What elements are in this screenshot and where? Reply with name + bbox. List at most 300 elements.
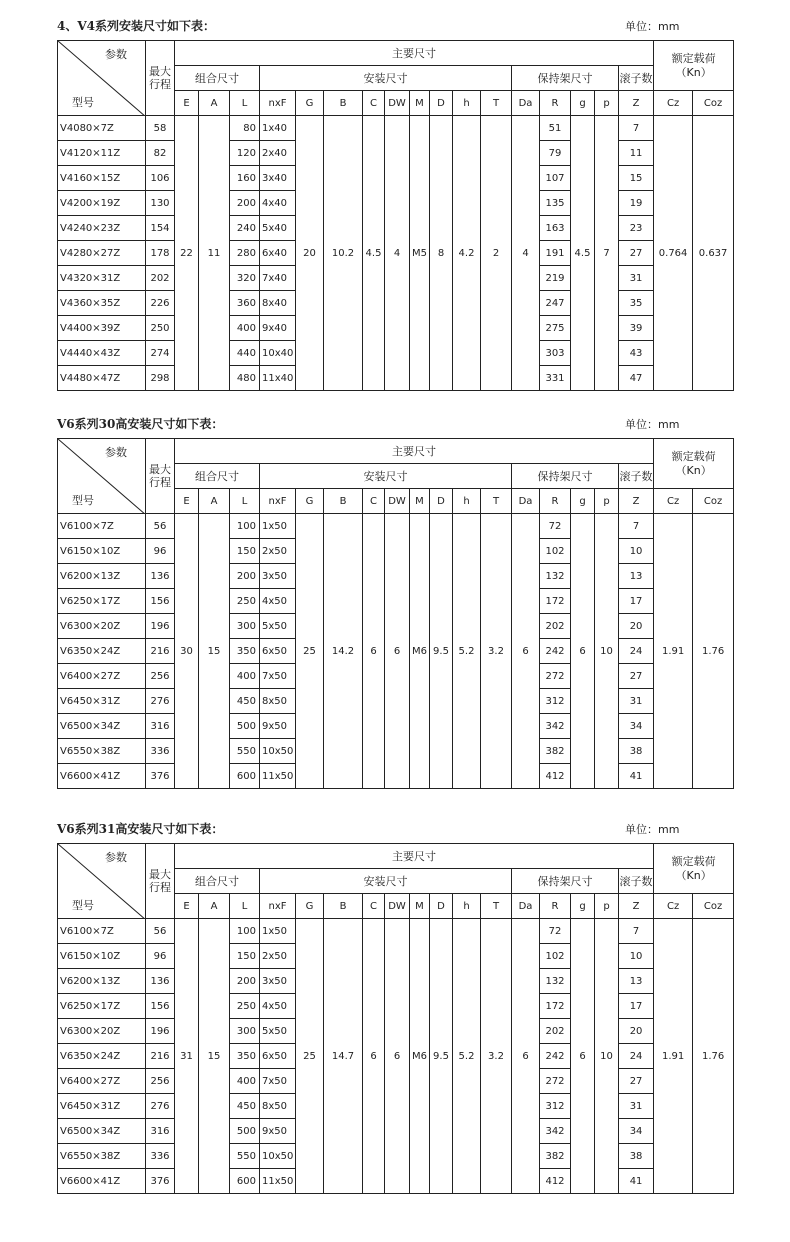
param-label: 参数	[105, 851, 127, 864]
d-cell: 9.5	[430, 919, 453, 1194]
d-cell: 9.5	[430, 514, 453, 789]
r-cell: 342	[540, 714, 571, 739]
col-header-c: C	[363, 894, 385, 919]
z-cell: 19	[619, 191, 654, 216]
r-cell: 172	[540, 994, 571, 1019]
col-header-e: E	[175, 894, 199, 919]
model-cell: V4400×39Z	[58, 316, 146, 341]
a-cell: 15	[199, 514, 230, 789]
m-cell: M6	[410, 514, 430, 789]
c-cell: 4.5	[363, 116, 385, 391]
unit-label: 单位：mm	[625, 823, 680, 836]
model-cell: V6300×20Z	[58, 1019, 146, 1044]
nxf-cell: 11x50	[260, 1169, 296, 1194]
l-cell: 240	[230, 216, 260, 241]
col-header-g: g	[571, 894, 595, 919]
e-cell: 22	[175, 116, 199, 391]
roller-count-header: 滚子数	[619, 464, 654, 489]
nxf-cell: 4x40	[260, 191, 296, 216]
l-cell: 320	[230, 266, 260, 291]
b-cell: 14.2	[324, 514, 363, 789]
stroke-cell: 250	[146, 316, 175, 341]
model-cell: V4440×43Z	[58, 341, 146, 366]
table-row	[58, 919, 734, 944]
g-cell: 20	[296, 116, 324, 391]
z-cell: 24	[619, 1044, 654, 1069]
col-header-a: A	[199, 91, 230, 116]
p-cell: 10	[595, 919, 619, 1194]
stroke-cell: 58	[146, 116, 175, 141]
r-cell: 382	[540, 739, 571, 764]
col-header-b: B	[324, 489, 363, 514]
install-dimensions-header: 安装尺寸	[260, 869, 512, 894]
t-cell: 2	[481, 116, 512, 391]
col-header-e: E	[175, 489, 199, 514]
col-header-da: Da	[512, 489, 540, 514]
col-header-m: M	[410, 489, 430, 514]
nxf-cell: 7x40	[260, 266, 296, 291]
p-cell: 7	[595, 116, 619, 391]
stroke-cell: 130	[146, 191, 175, 216]
z-cell: 7	[619, 116, 654, 141]
z-cell: 43	[619, 341, 654, 366]
r-cell: 135	[540, 191, 571, 216]
stroke-cell: 316	[146, 1119, 175, 1144]
l-cell: 350	[230, 639, 260, 664]
stroke-cell: 336	[146, 739, 175, 764]
stroke-cell: 276	[146, 689, 175, 714]
z-cell: 34	[619, 1119, 654, 1144]
l-cell: 250	[230, 589, 260, 614]
col-header-nxf: nxF	[260, 489, 296, 514]
r-cell: 242	[540, 639, 571, 664]
da-cell: 6	[512, 514, 540, 789]
stroke-cell: 136	[146, 969, 175, 994]
stroke-cell: 376	[146, 1169, 175, 1194]
h-cell: 4.2	[453, 116, 481, 391]
z-cell: 27	[619, 1069, 654, 1094]
r-cell: 247	[540, 291, 571, 316]
roller-count-header: 滚子数	[619, 66, 654, 91]
nxf-cell: 2x50	[260, 944, 296, 969]
z-cell: 17	[619, 994, 654, 1019]
model-cell: V4120×11Z	[58, 141, 146, 166]
r-cell: 132	[540, 969, 571, 994]
stroke-cell: 156	[146, 589, 175, 614]
col-header-m: M	[410, 894, 430, 919]
col-header-t: T	[481, 894, 512, 919]
nxf-cell: 6x50	[260, 639, 296, 664]
e-cell: 30	[175, 514, 199, 789]
z-cell: 41	[619, 764, 654, 789]
l-cell: 200	[230, 969, 260, 994]
r-cell: 102	[540, 539, 571, 564]
stroke-cell: 216	[146, 1044, 175, 1069]
col-header-g: G	[296, 91, 324, 116]
model-cell: V4320×31Z	[58, 266, 146, 291]
col-header-e: E	[175, 91, 199, 116]
nxf-cell: 8x50	[260, 1094, 296, 1119]
model-cell: V6300×20Z	[58, 614, 146, 639]
stroke-cell: 136	[146, 564, 175, 589]
rated-load-header: 额定载荷 （Kn）	[654, 41, 734, 91]
table-row	[58, 514, 734, 539]
model-cell: V6350×24Z	[58, 639, 146, 664]
stroke-header: 最大行程	[146, 844, 175, 919]
l-cell: 150	[230, 539, 260, 564]
param-model-header	[58, 41, 146, 116]
nxf-cell: 1x50	[260, 919, 296, 944]
col-header-l: L	[230, 489, 260, 514]
stroke-header: 最大行程	[146, 439, 175, 514]
coz-cell: 1.76	[693, 514, 734, 789]
l-cell: 450	[230, 1094, 260, 1119]
col-header-g: g	[571, 91, 595, 116]
param-label: 参数	[105, 446, 127, 459]
col-header-h: h	[453, 894, 481, 919]
l-cell: 360	[230, 291, 260, 316]
nxf-cell: 8x50	[260, 689, 296, 714]
stroke-cell: 298	[146, 366, 175, 391]
z-cell: 13	[619, 564, 654, 589]
stroke-cell: 82	[146, 141, 175, 166]
b-cell: 10.2	[324, 116, 363, 391]
dw-cell: 6	[385, 919, 410, 1194]
r-cell: 51	[540, 116, 571, 141]
r-cell: 72	[540, 919, 571, 944]
col-header-h: h	[453, 489, 481, 514]
z-cell: 31	[619, 689, 654, 714]
l-cell: 200	[230, 191, 260, 216]
nxf-cell: 1x40	[260, 116, 296, 141]
r-cell: 312	[540, 1094, 571, 1119]
l-cell: 400	[230, 664, 260, 689]
col-header-d: D	[430, 894, 453, 919]
dw-cell: 4	[385, 116, 410, 391]
c-cell: 6	[363, 514, 385, 789]
col-header-dw: DW	[385, 489, 410, 514]
rated-load-header: 额定载荷 （Kn）	[654, 439, 734, 489]
stroke-header: 最大行程	[146, 41, 175, 116]
z-cell: 17	[619, 589, 654, 614]
h-cell: 5.2	[453, 514, 481, 789]
l-cell: 550	[230, 1144, 260, 1169]
model-cell: V6200×13Z	[58, 564, 146, 589]
l-cell: 80	[230, 116, 260, 141]
table-title: 4、V4系列安装尺寸如下表：	[57, 19, 216, 33]
r-cell: 412	[540, 764, 571, 789]
col-header-cz: Cz	[654, 489, 693, 514]
col-header-cz: Cz	[654, 91, 693, 116]
col-header-b: B	[324, 894, 363, 919]
stroke-cell: 178	[146, 241, 175, 266]
param-model-header	[58, 844, 146, 919]
model-cell: V6550×38Z	[58, 1144, 146, 1169]
r-cell: 219	[540, 266, 571, 291]
col-header-m: M	[410, 91, 430, 116]
model-cell: V4360×35Z	[58, 291, 146, 316]
col-header-g: G	[296, 894, 324, 919]
z-cell: 7	[619, 919, 654, 944]
col-header-h: h	[453, 91, 481, 116]
nxf-cell: 11x40	[260, 366, 296, 391]
main-dimensions-header: 主要尺寸	[175, 844, 654, 869]
g-cell: 25	[296, 919, 324, 1194]
z-cell: 10	[619, 944, 654, 969]
nxf-cell: 1x50	[260, 514, 296, 539]
g-cell: 6	[571, 514, 595, 789]
cz-cell: 1.91	[654, 514, 693, 789]
z-cell: 47	[619, 366, 654, 391]
col-header-t: T	[481, 91, 512, 116]
model-cell: V6100×7Z	[58, 919, 146, 944]
l-cell: 450	[230, 689, 260, 714]
r-cell: 272	[540, 1069, 571, 1094]
nxf-cell: 6x50	[260, 1044, 296, 1069]
model-cell: V6250×17Z	[58, 994, 146, 1019]
model-cell: V4240×23Z	[58, 216, 146, 241]
stroke-cell: 196	[146, 614, 175, 639]
col-header-a: A	[199, 489, 230, 514]
coz-cell: 0.637	[693, 116, 734, 391]
nxf-cell: 5x40	[260, 216, 296, 241]
e-cell: 31	[175, 919, 199, 1194]
z-cell: 31	[619, 266, 654, 291]
r-cell: 163	[540, 216, 571, 241]
l-cell: 200	[230, 564, 260, 589]
col-header-da: Da	[512, 894, 540, 919]
z-cell: 41	[619, 1169, 654, 1194]
stroke-cell: 106	[146, 166, 175, 191]
model-cell: V6200×13Z	[58, 969, 146, 994]
model-cell: V6600×41Z	[58, 1169, 146, 1194]
z-cell: 20	[619, 1019, 654, 1044]
coz-cell: 1.76	[693, 919, 734, 1194]
nxf-cell: 8x40	[260, 291, 296, 316]
nxf-cell: 4x50	[260, 589, 296, 614]
nxf-cell: 3x50	[260, 564, 296, 589]
nxf-cell: 3x50	[260, 969, 296, 994]
l-cell: 350	[230, 1044, 260, 1069]
h-cell: 5.2	[453, 919, 481, 1194]
a-cell: 15	[199, 919, 230, 1194]
z-cell: 38	[619, 1144, 654, 1169]
r-cell: 303	[540, 341, 571, 366]
nxf-cell: 11x50	[260, 764, 296, 789]
col-header-r: R	[540, 91, 571, 116]
r-cell: 107	[540, 166, 571, 191]
nxf-cell: 9x50	[260, 714, 296, 739]
stroke-cell: 56	[146, 919, 175, 944]
m-cell: M6	[410, 919, 430, 1194]
model-cell: V6400×27Z	[58, 1069, 146, 1094]
col-header-r: R	[540, 894, 571, 919]
nxf-cell: 6x40	[260, 241, 296, 266]
l-cell: 440	[230, 341, 260, 366]
c-cell: 6	[363, 919, 385, 1194]
r-cell: 132	[540, 564, 571, 589]
nxf-cell: 10x40	[260, 341, 296, 366]
model-cell: V6350×24Z	[58, 1044, 146, 1069]
cage-dimensions-header: 保持架尺寸	[512, 66, 619, 91]
model-label: 型号	[72, 494, 94, 507]
col-header-z: Z	[619, 91, 654, 116]
z-cell: 35	[619, 291, 654, 316]
install-dimensions-header: 安装尺寸	[260, 464, 512, 489]
col-header-l: L	[230, 91, 260, 116]
col-header-l: L	[230, 894, 260, 919]
stroke-cell: 56	[146, 514, 175, 539]
r-cell: 342	[540, 1119, 571, 1144]
b-cell: 14.7	[324, 919, 363, 1194]
g-cell: 6	[571, 919, 595, 1194]
stroke-cell: 256	[146, 664, 175, 689]
col-header-c: C	[363, 91, 385, 116]
main-dimensions-header: 主要尺寸	[175, 439, 654, 464]
t-cell: 3.2	[481, 919, 512, 1194]
model-cell: V6450×31Z	[58, 689, 146, 714]
r-cell: 242	[540, 1044, 571, 1069]
r-cell: 72	[540, 514, 571, 539]
nxf-cell: 9x40	[260, 316, 296, 341]
z-cell: 15	[619, 166, 654, 191]
nxf-cell: 7x50	[260, 1069, 296, 1094]
z-cell: 23	[619, 216, 654, 241]
cage-dimensions-header: 保持架尺寸	[512, 464, 619, 489]
model-cell: V6100×7Z	[58, 514, 146, 539]
model-cell: V6500×34Z	[58, 1119, 146, 1144]
model-cell: V6600×41Z	[58, 764, 146, 789]
group-dimensions-header: 组合尺寸	[175, 869, 260, 894]
l-cell: 300	[230, 1019, 260, 1044]
l-cell: 100	[230, 919, 260, 944]
nxf-cell: 3x40	[260, 166, 296, 191]
r-cell: 202	[540, 1019, 571, 1044]
z-cell: 38	[619, 739, 654, 764]
z-cell: 31	[619, 1094, 654, 1119]
col-header-z: Z	[619, 489, 654, 514]
model-cell: V6150×10Z	[58, 539, 146, 564]
group-dimensions-header: 组合尺寸	[175, 464, 260, 489]
nxf-cell: 10x50	[260, 739, 296, 764]
rated-load-header: 额定载荷 （Kn）	[654, 844, 734, 894]
a-cell: 11	[199, 116, 230, 391]
col-header-cz: Cz	[654, 894, 693, 919]
model-cell: V6450×31Z	[58, 1094, 146, 1119]
col-header-r: R	[540, 489, 571, 514]
nxf-cell: 7x50	[260, 664, 296, 689]
l-cell: 400	[230, 316, 260, 341]
roller-count-header: 滚子数	[619, 869, 654, 894]
r-cell: 312	[540, 689, 571, 714]
r-cell: 191	[540, 241, 571, 266]
model-cell: V4480×47Z	[58, 366, 146, 391]
l-cell: 500	[230, 714, 260, 739]
stroke-cell: 376	[146, 764, 175, 789]
stroke-cell: 274	[146, 341, 175, 366]
r-cell: 102	[540, 944, 571, 969]
model-cell: V4200×19Z	[58, 191, 146, 216]
col-header-nxf: nxF	[260, 91, 296, 116]
stroke-cell: 226	[146, 291, 175, 316]
col-header-coz: Coz	[693, 894, 734, 919]
col-header-z: Z	[619, 894, 654, 919]
l-cell: 550	[230, 739, 260, 764]
cz-cell: 1.91	[654, 919, 693, 1194]
l-cell: 150	[230, 944, 260, 969]
col-header-g: G	[296, 489, 324, 514]
col-header-p: p	[595, 91, 619, 116]
model-cell: V6150×10Z	[58, 944, 146, 969]
z-cell: 11	[619, 141, 654, 166]
main-dimensions-header: 主要尺寸	[175, 41, 654, 66]
model-cell: V6250×17Z	[58, 589, 146, 614]
stroke-cell: 216	[146, 639, 175, 664]
table-title: V6系列31高安装尺寸如下表：	[57, 822, 224, 836]
spec-table	[57, 40, 734, 391]
nxf-cell: 4x50	[260, 994, 296, 1019]
r-cell: 412	[540, 1169, 571, 1194]
col-header-da: Da	[512, 91, 540, 116]
col-header-t: T	[481, 489, 512, 514]
stroke-cell: 156	[146, 994, 175, 1019]
l-cell: 600	[230, 764, 260, 789]
nxf-cell: 2x50	[260, 539, 296, 564]
r-cell: 202	[540, 614, 571, 639]
r-cell: 331	[540, 366, 571, 391]
stroke-cell: 96	[146, 539, 175, 564]
col-header-b: B	[324, 91, 363, 116]
col-header-p: p	[595, 894, 619, 919]
stroke-cell: 276	[146, 1094, 175, 1119]
col-header-dw: DW	[385, 91, 410, 116]
da-cell: 6	[512, 919, 540, 1194]
stroke-cell: 154	[146, 216, 175, 241]
col-header-coz: Coz	[693, 91, 734, 116]
nxf-cell: 10x50	[260, 1144, 296, 1169]
col-header-p: p	[595, 489, 619, 514]
z-cell: 13	[619, 969, 654, 994]
nxf-cell: 9x50	[260, 1119, 296, 1144]
col-header-coz: Coz	[693, 489, 734, 514]
r-cell: 79	[540, 141, 571, 166]
col-header-a: A	[199, 894, 230, 919]
l-cell: 120	[230, 141, 260, 166]
nxf-cell: 5x50	[260, 1019, 296, 1044]
col-header-g: g	[571, 489, 595, 514]
model-label: 型号	[72, 899, 94, 912]
z-cell: 39	[619, 316, 654, 341]
cz-cell: 0.764	[654, 116, 693, 391]
stroke-cell: 316	[146, 714, 175, 739]
param-model-header	[58, 439, 146, 514]
z-cell: 20	[619, 614, 654, 639]
param-label: 参数	[105, 48, 127, 61]
model-label: 型号	[72, 96, 94, 109]
model-cell: V6550×38Z	[58, 739, 146, 764]
z-cell: 34	[619, 714, 654, 739]
col-header-c: C	[363, 489, 385, 514]
t-cell: 3.2	[481, 514, 512, 789]
g-cell: 25	[296, 514, 324, 789]
m-cell: M5	[410, 116, 430, 391]
model-cell: V4160×15Z	[58, 166, 146, 191]
stroke-cell: 196	[146, 1019, 175, 1044]
stroke-cell: 96	[146, 944, 175, 969]
l-cell: 160	[230, 166, 260, 191]
col-header-d: D	[430, 489, 453, 514]
dw-cell: 6	[385, 514, 410, 789]
